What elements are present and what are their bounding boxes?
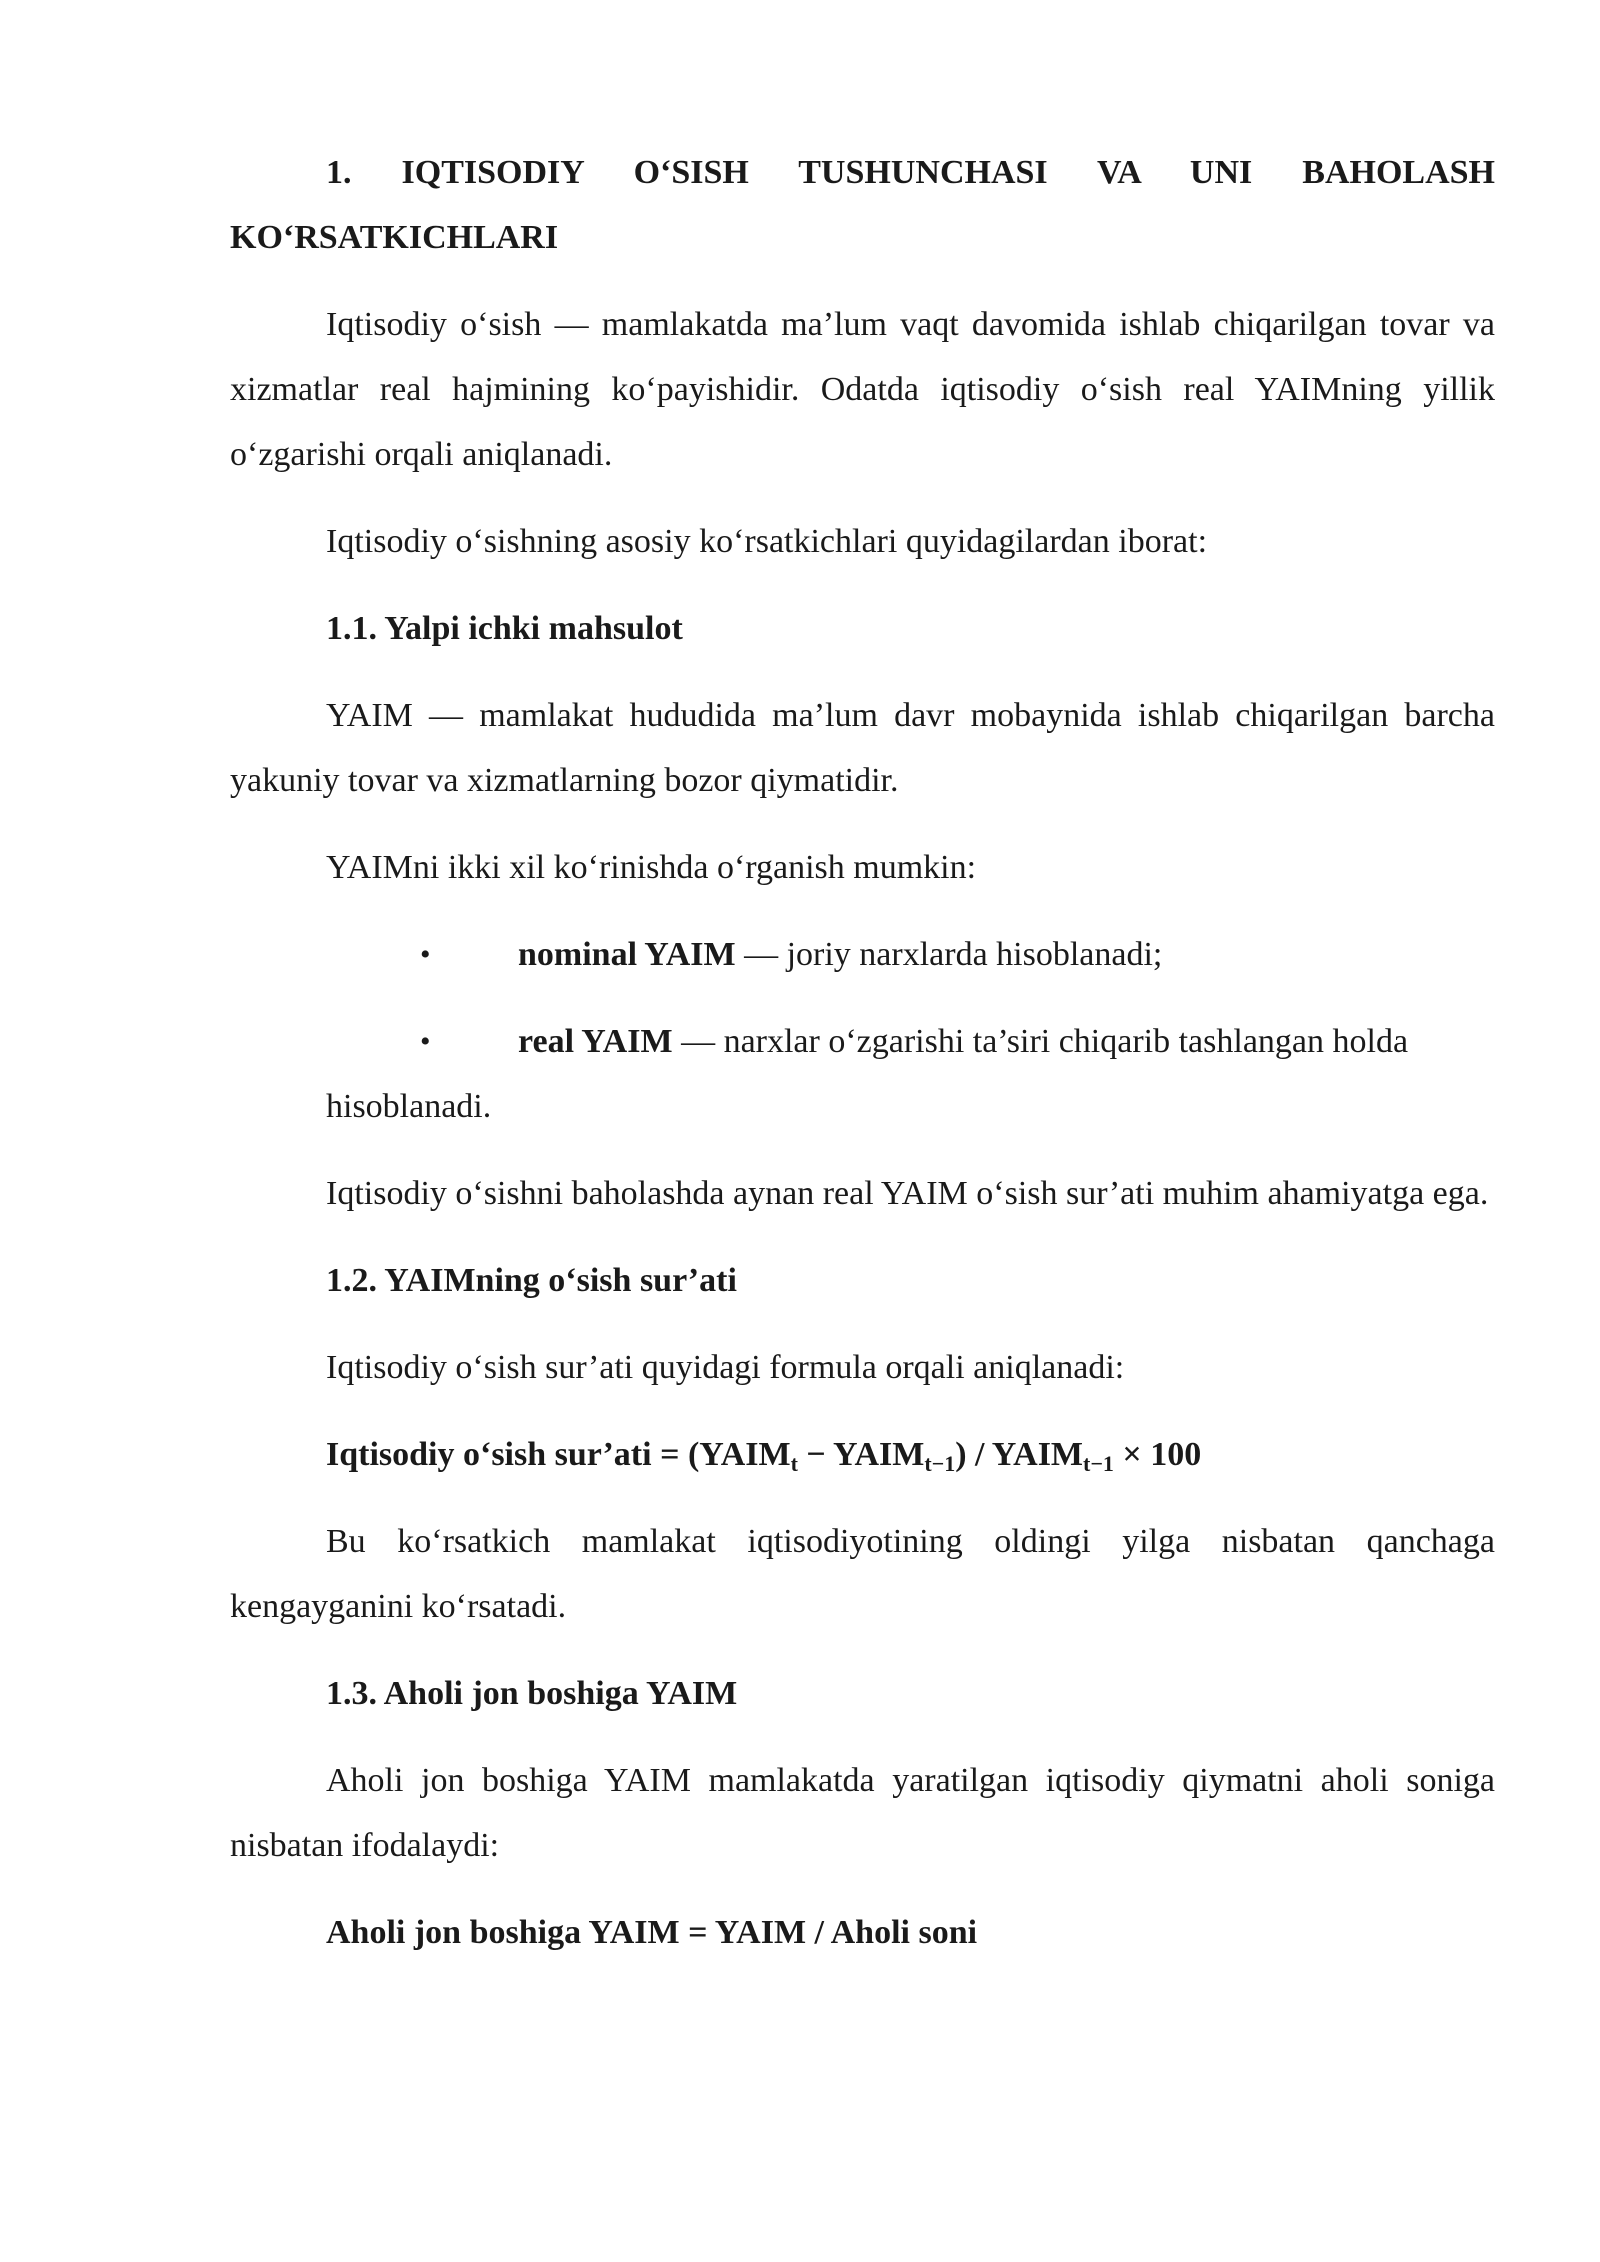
per-capita-paragraph: Aholi jon boshiga YAIM mamlakatda yaratilgan iqtisodiy qiymatni aholi soniga nisbatan ifodalaydi:: [230, 1762, 1495, 1864]
section-1-1-title: 1.1. Yalpi ichki mahsulot: [326, 610, 683, 647]
section-1-3-title: 1.3. Aholi jon boshiga YAIM: [326, 1675, 738, 1712]
formula-part: × 100: [1113, 1436, 1202, 1473]
formula-subscript: t−1: [1083, 1451, 1114, 1476]
chapter-heading: 1. IQTISODIY O‘SISH TUSHUNCHASI VA UNI BAHOLASH KO‘RSATKICHLARI: [230, 154, 1495, 256]
bullet-term: real YAIM: [518, 1023, 673, 1060]
formula-part: ) / YAIM: [955, 1436, 1084, 1473]
formula-subscript: t−1: [924, 1451, 956, 1476]
per-capita-formula: Aholi jon boshiga YAIM = YAIM / Aholi soni: [326, 1914, 978, 1951]
bullet-continuation: hisoblanadi.: [326, 1088, 492, 1125]
bullet-nominal-gdp: [230, 922, 1495, 987]
bullet-text: — narxlar o‘zgarishi ta’siri chiqarib tashlangan holda: [672, 1023, 1409, 1060]
growth-rate-intro-paragraph: Iqtisodiy o‘sish sur’ati quyidagi formula orqali aniqlanadi:: [326, 1349, 1125, 1386]
gdp-forms-paragraph: YAIMni ikki xil ko‘rinishda o‘rganish mumkin:: [326, 849, 977, 886]
document-page: [230, 140, 1495, 1987]
intro-paragraph: Iqtisodiy o‘sish — mamlakatda ma’lum vaqt davomida ishlab chiqarilgan tovar va xizmatlar real hajmining ko‘payishidir. Odatda iqtisodiy o‘sish real YAIMning yillik o‘zgarishi orqali aniqlanadi.: [230, 306, 1495, 473]
growth-rate-formula: [230, 1422, 1495, 1487]
indicators-intro-paragraph: Iqtisodiy o‘sishning asosiy ko‘rsatkichlari quyidagilardan iborat:: [326, 523, 1208, 560]
formula-part: − YAIM: [797, 1436, 925, 1473]
growth-rate-explanation-paragraph: Bu ko‘rsatkich mamlakat iqtisodiyotining oldingi yilga nisbatan qanchaga kengayganini ko‘rsatadi.: [230, 1523, 1495, 1625]
gdp-definition-paragraph: YAIM — mamlakat hududida ma’lum davr mobaynida ishlab chiqarilgan barcha yakuniy tovar va xizmatlarning bozor qiymatidir.: [230, 697, 1495, 799]
bullet-term: nominal YAIM: [518, 936, 736, 973]
bullet-text: — joriy narxlarda hisoblanadi;: [735, 936, 1163, 973]
bullet-dot-icon: •: [420, 1025, 431, 1058]
bullet-real-gdp: [230, 1009, 1515, 1139]
section-1-2-title: 1.2. YAIMning o‘sish sur’ati: [326, 1262, 737, 1299]
bullet-dot-icon: •: [420, 938, 431, 971]
formula-part: Iqtisodiy o‘sish sur’ati = (YAIM: [326, 1436, 791, 1473]
real-gdp-importance-paragraph: Iqtisodiy o‘sishni baholashda aynan real YAIM o‘sish sur’ati muhim ahamiyatga ega.: [326, 1175, 1489, 1212]
formula-subscript: t: [790, 1451, 798, 1476]
